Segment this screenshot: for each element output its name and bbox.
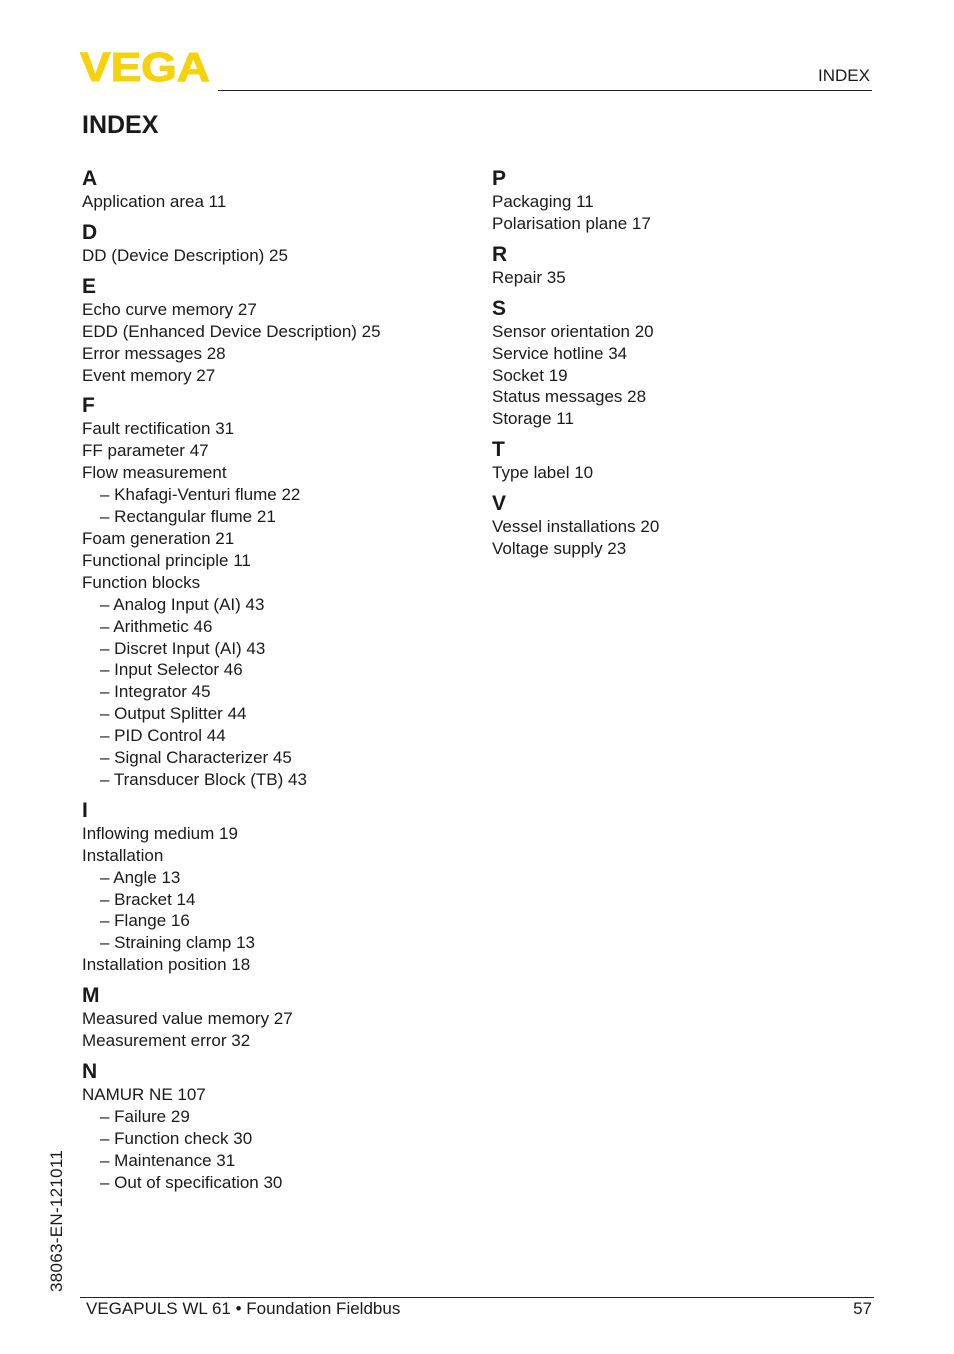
- index-section: [492, 492, 882, 560]
- index-section: [82, 394, 472, 790]
- index-subentry: – Arithmetic 46: [100, 616, 213, 636]
- index-entry: Installation position 18: [82, 955, 251, 975]
- index-subentry: – Out of specification 30: [100, 1172, 283, 1192]
- index-subentry: – Failure 29: [100, 1106, 190, 1126]
- index-column-left: [82, 162, 472, 1202]
- index-entry: Voltage supply 23: [492, 539, 627, 559]
- index-entry: Functional principle 11: [82, 550, 251, 570]
- index-subentry: – Function check 30: [100, 1128, 253, 1148]
- index-letter-heading: F: [82, 394, 95, 418]
- index-section: [82, 1060, 472, 1194]
- index-entry: DD (Device Description) 25: [82, 245, 288, 265]
- index-subentry: – PID Control 44: [100, 726, 226, 746]
- index-entry: Application area 11: [82, 192, 227, 211]
- index-section: [492, 243, 882, 289]
- index-letter-heading: S: [492, 296, 507, 320]
- index-section: [82, 984, 472, 1052]
- index-entry: Foam generation 21: [82, 528, 235, 548]
- footer-document-title: VEGAPULS WL 61 • Foundation Fieldbus: [86, 1299, 401, 1318]
- index-section: [82, 275, 472, 387]
- index-subentry: – Straining clamp 13: [100, 933, 255, 953]
- index-subentry: – Output Splitter 44: [100, 704, 247, 724]
- index-letter-heading: D: [82, 220, 98, 244]
- index-entry: Repair 35: [492, 267, 566, 287]
- index-entry: Installation: [82, 845, 164, 865]
- index-section: [82, 167, 472, 213]
- index-subentry: – Bracket 14: [100, 889, 196, 909]
- index-entry: Service hotline 34: [492, 343, 628, 363]
- index-section: [492, 167, 882, 235]
- index-entry: Function blocks: [82, 572, 201, 592]
- index-subentry: – Flange 16: [100, 911, 190, 931]
- index-letter-heading: V: [492, 492, 507, 516]
- index-entry: NAMUR NE 107: [82, 1085, 206, 1104]
- index-entry: Error messages 28: [82, 343, 226, 363]
- index-entry: Echo curve memory 27: [82, 299, 257, 319]
- header-section-label: INDEX: [818, 66, 870, 85]
- index-entry: Measured value memory 27: [82, 1009, 293, 1029]
- index-entry: Status messages 28: [492, 387, 647, 407]
- index-subentry: – Rectangular flume 21: [100, 507, 276, 527]
- page-number: 57: [853, 1299, 872, 1318]
- index-entry: FF parameter 47: [82, 441, 209, 461]
- index-section: [82, 799, 472, 976]
- index-entry: Vessel installations 20: [492, 517, 660, 537]
- index-section: [82, 221, 472, 267]
- index-subentry: – Discret Input (AI) 43: [100, 638, 266, 658]
- index-section: [492, 297, 882, 431]
- index-entry: Storage 11: [492, 409, 574, 429]
- index-subentry: – Integrator 45: [100, 682, 211, 702]
- index-letter-heading: A: [82, 167, 98, 190]
- index-subentry: – Analog Input (AI) 43: [100, 594, 265, 614]
- index-entry: Measurement error 32: [82, 1031, 251, 1051]
- index-entry: Packaging 11: [492, 192, 594, 211]
- index-letter-heading: T: [492, 438, 505, 462]
- index-letter-heading: N: [82, 1060, 98, 1083]
- document-code: 38063-EN-121011: [47, 1149, 66, 1292]
- footer-divider: [80, 1297, 874, 1298]
- index-entry: Inflowing medium 19: [82, 823, 238, 843]
- index-section: [492, 438, 882, 484]
- index-letter-heading: I: [82, 798, 88, 822]
- index-letter-heading: M: [82, 984, 100, 1008]
- vega-logo: [80, 50, 212, 84]
- index-entry: Polarisation plane 17: [492, 213, 651, 233]
- index-entry: Event memory 27: [82, 365, 216, 385]
- index-letter-heading: R: [492, 242, 508, 266]
- index-entry: Sensor orientation 20: [492, 321, 654, 341]
- page-title: INDEX: [82, 111, 159, 139]
- index-subentry: – Signal Characterizer 45: [100, 748, 292, 768]
- svg-text:VEGA: VEGA: [80, 50, 210, 84]
- index-entry: Type label 10: [492, 463, 594, 483]
- index-column-right: [492, 162, 882, 568]
- index-subentry: – Angle 13: [100, 867, 181, 887]
- index-subentry: – Transducer Block (TB) 43: [100, 769, 307, 789]
- index-entry: EDD (Enhanced Device Description) 25: [82, 321, 381, 341]
- header-divider: [218, 90, 872, 91]
- index-subentry: – Khafagi-Venturi flume 22: [100, 485, 301, 505]
- index-letter-heading: P: [492, 167, 507, 190]
- index-letter-heading: E: [82, 274, 97, 298]
- index-entry: Socket 19: [492, 365, 568, 385]
- index-subentry: – Maintenance 31: [100, 1150, 236, 1170]
- index-entry: Fault rectification 31: [82, 419, 235, 439]
- index-entry: Flow measurement: [82, 463, 227, 483]
- index-subentry: – Input Selector 46: [100, 660, 243, 680]
